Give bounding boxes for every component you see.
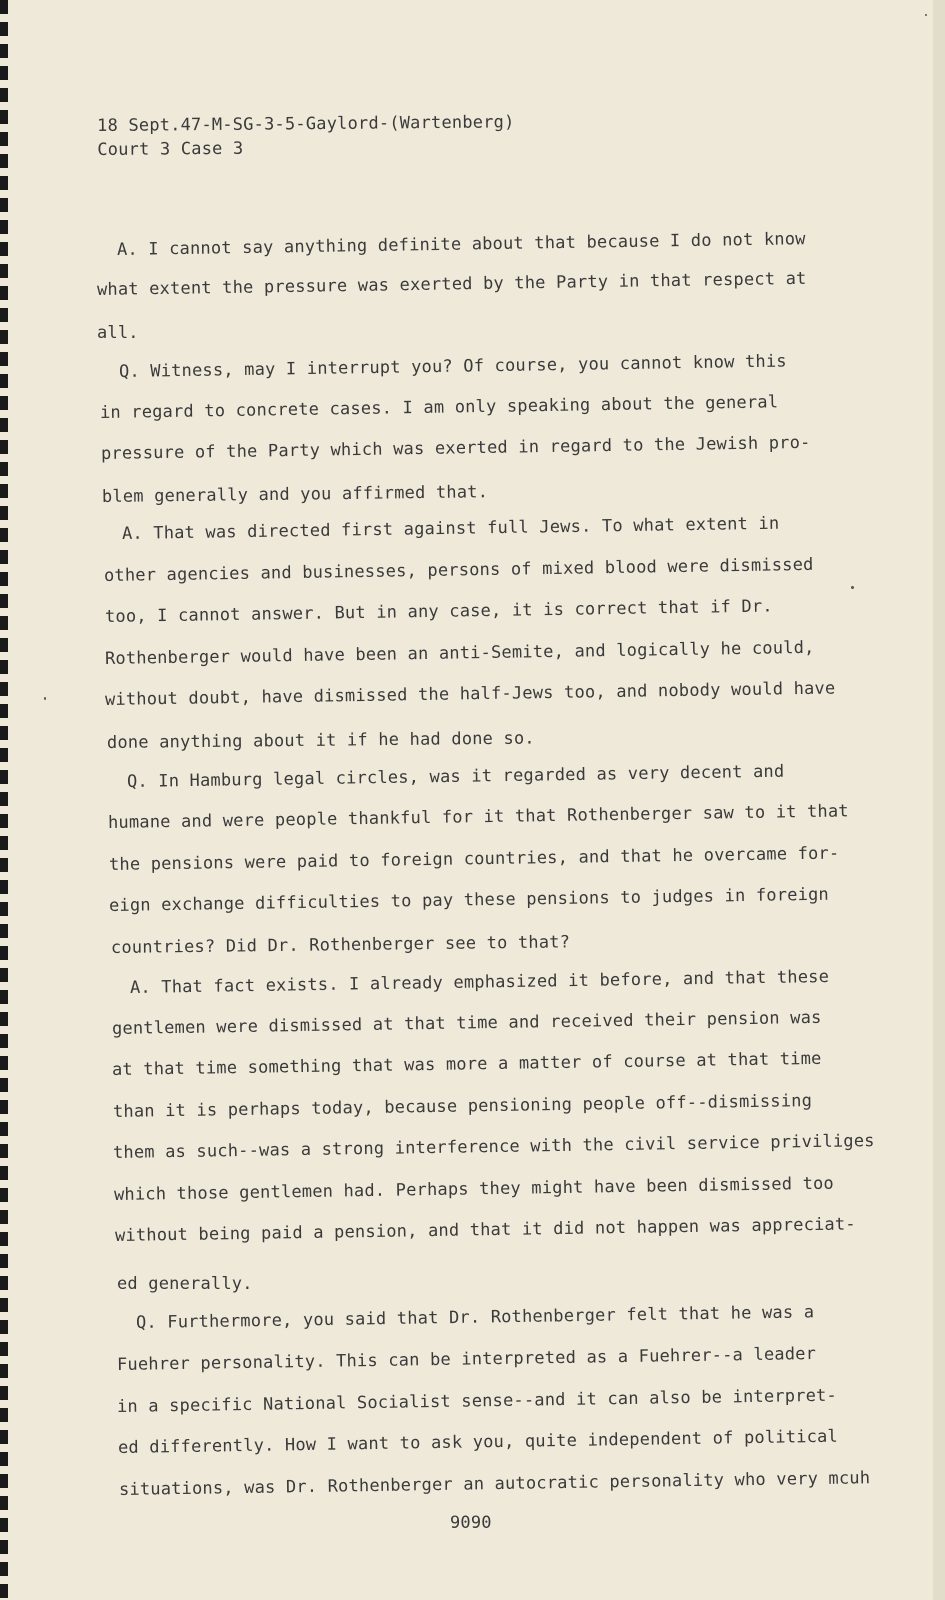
page-number: 9090 (450, 1513, 492, 1533)
body-line: A. I cannot say anything definite about that because I do not know (116, 229, 806, 260)
body-line: than it is perhaps today, because pensioning people off--dismissing (112, 1091, 813, 1122)
header-court-case: Court 3 Case 3 (97, 138, 244, 160)
body-line: humane and were people thankful for it that Rothenberger saw to it that (107, 801, 849, 833)
binding-edge (0, 0, 8, 1600)
body-line: pressure of the Party which was exerted in regard to the Jewish pro- (100, 432, 811, 464)
body-line: eign exchange difficulties to pay these pensions to judges in foreign (108, 884, 830, 916)
body-line: blem generally and you affirmed that. (101, 482, 489, 507)
body-line: without doubt, have dismissed the half-Jews too, and nobody would have (104, 678, 836, 710)
body-line: A. That fact exists. I already emphasized it before, and that these (129, 967, 830, 998)
body-line: gentlemen were dismissed at that time and received their pension was (111, 1007, 822, 1039)
body-line: countries? Did Dr. Rothenberger see to that? (110, 932, 571, 958)
paper-speck (925, 14, 927, 16)
body-line: Rothenberger would have been an anti-Semite, and logically he could, (104, 637, 815, 669)
body-line: Q. Furthermore, you said that Dr. Rothenberger felt that he was a (135, 1302, 815, 1333)
document-header (97, 110, 515, 162)
page-edge (933, 0, 945, 1600)
body-line: Fuehrer personality. This can be interpreted as a Fuehrer--a leader (116, 1344, 817, 1375)
body-line: which those gentlemen had. Perhaps they might have been dismissed too (113, 1173, 835, 1205)
body-line: without being paid a pension, and that it did not happen was appreciat- (114, 1214, 856, 1246)
body-line: them as such--was a strong interference with the civil service priviliges (112, 1131, 875, 1163)
body-line: situations, was Dr. Rothenberger an autocratic personality who very mcuh (118, 1468, 871, 1500)
body-line: what extent the pressure was exerted by the Party in that respect at (96, 268, 807, 300)
body-line: Q. Witness, may I interrupt you? Of course, you cannot know this (118, 351, 787, 382)
body-line: all. (97, 323, 139, 343)
body-line: ed generally. (117, 1274, 253, 1294)
paper-speck (44, 697, 46, 700)
body-line: other agencies and businesses, persons of mixed blood were dismissed (103, 554, 814, 586)
body-line: in a specific National Socialist sense--and it can also be interpret- (116, 1385, 838, 1417)
body-line: too, I cannot answer. But in any case, it is correct that if Dr. (104, 596, 773, 627)
body-line: Q. In Hamburg legal circles, was it regarded as very decent and (126, 761, 785, 792)
body-line: done anything about it if he had done so. (106, 728, 535, 753)
header-reference: 18 Sept.47-M-SG-3-5-Gaylord-(Wartenberg) (97, 112, 515, 136)
paper-speck (851, 586, 854, 589)
body-line: ed differently. How I want to ask you, quite independent of political (117, 1426, 839, 1458)
body-line: in regard to concrete cases. I am only speaking about the general (99, 392, 779, 423)
body-line: A. That was directed first against full Jews. To what extent in (121, 513, 780, 544)
body-line: the pensions were paid to foreign countries, and that he overcame for- (108, 843, 840, 875)
body-line: at that time something that was more a matter of course at that time (111, 1048, 822, 1080)
